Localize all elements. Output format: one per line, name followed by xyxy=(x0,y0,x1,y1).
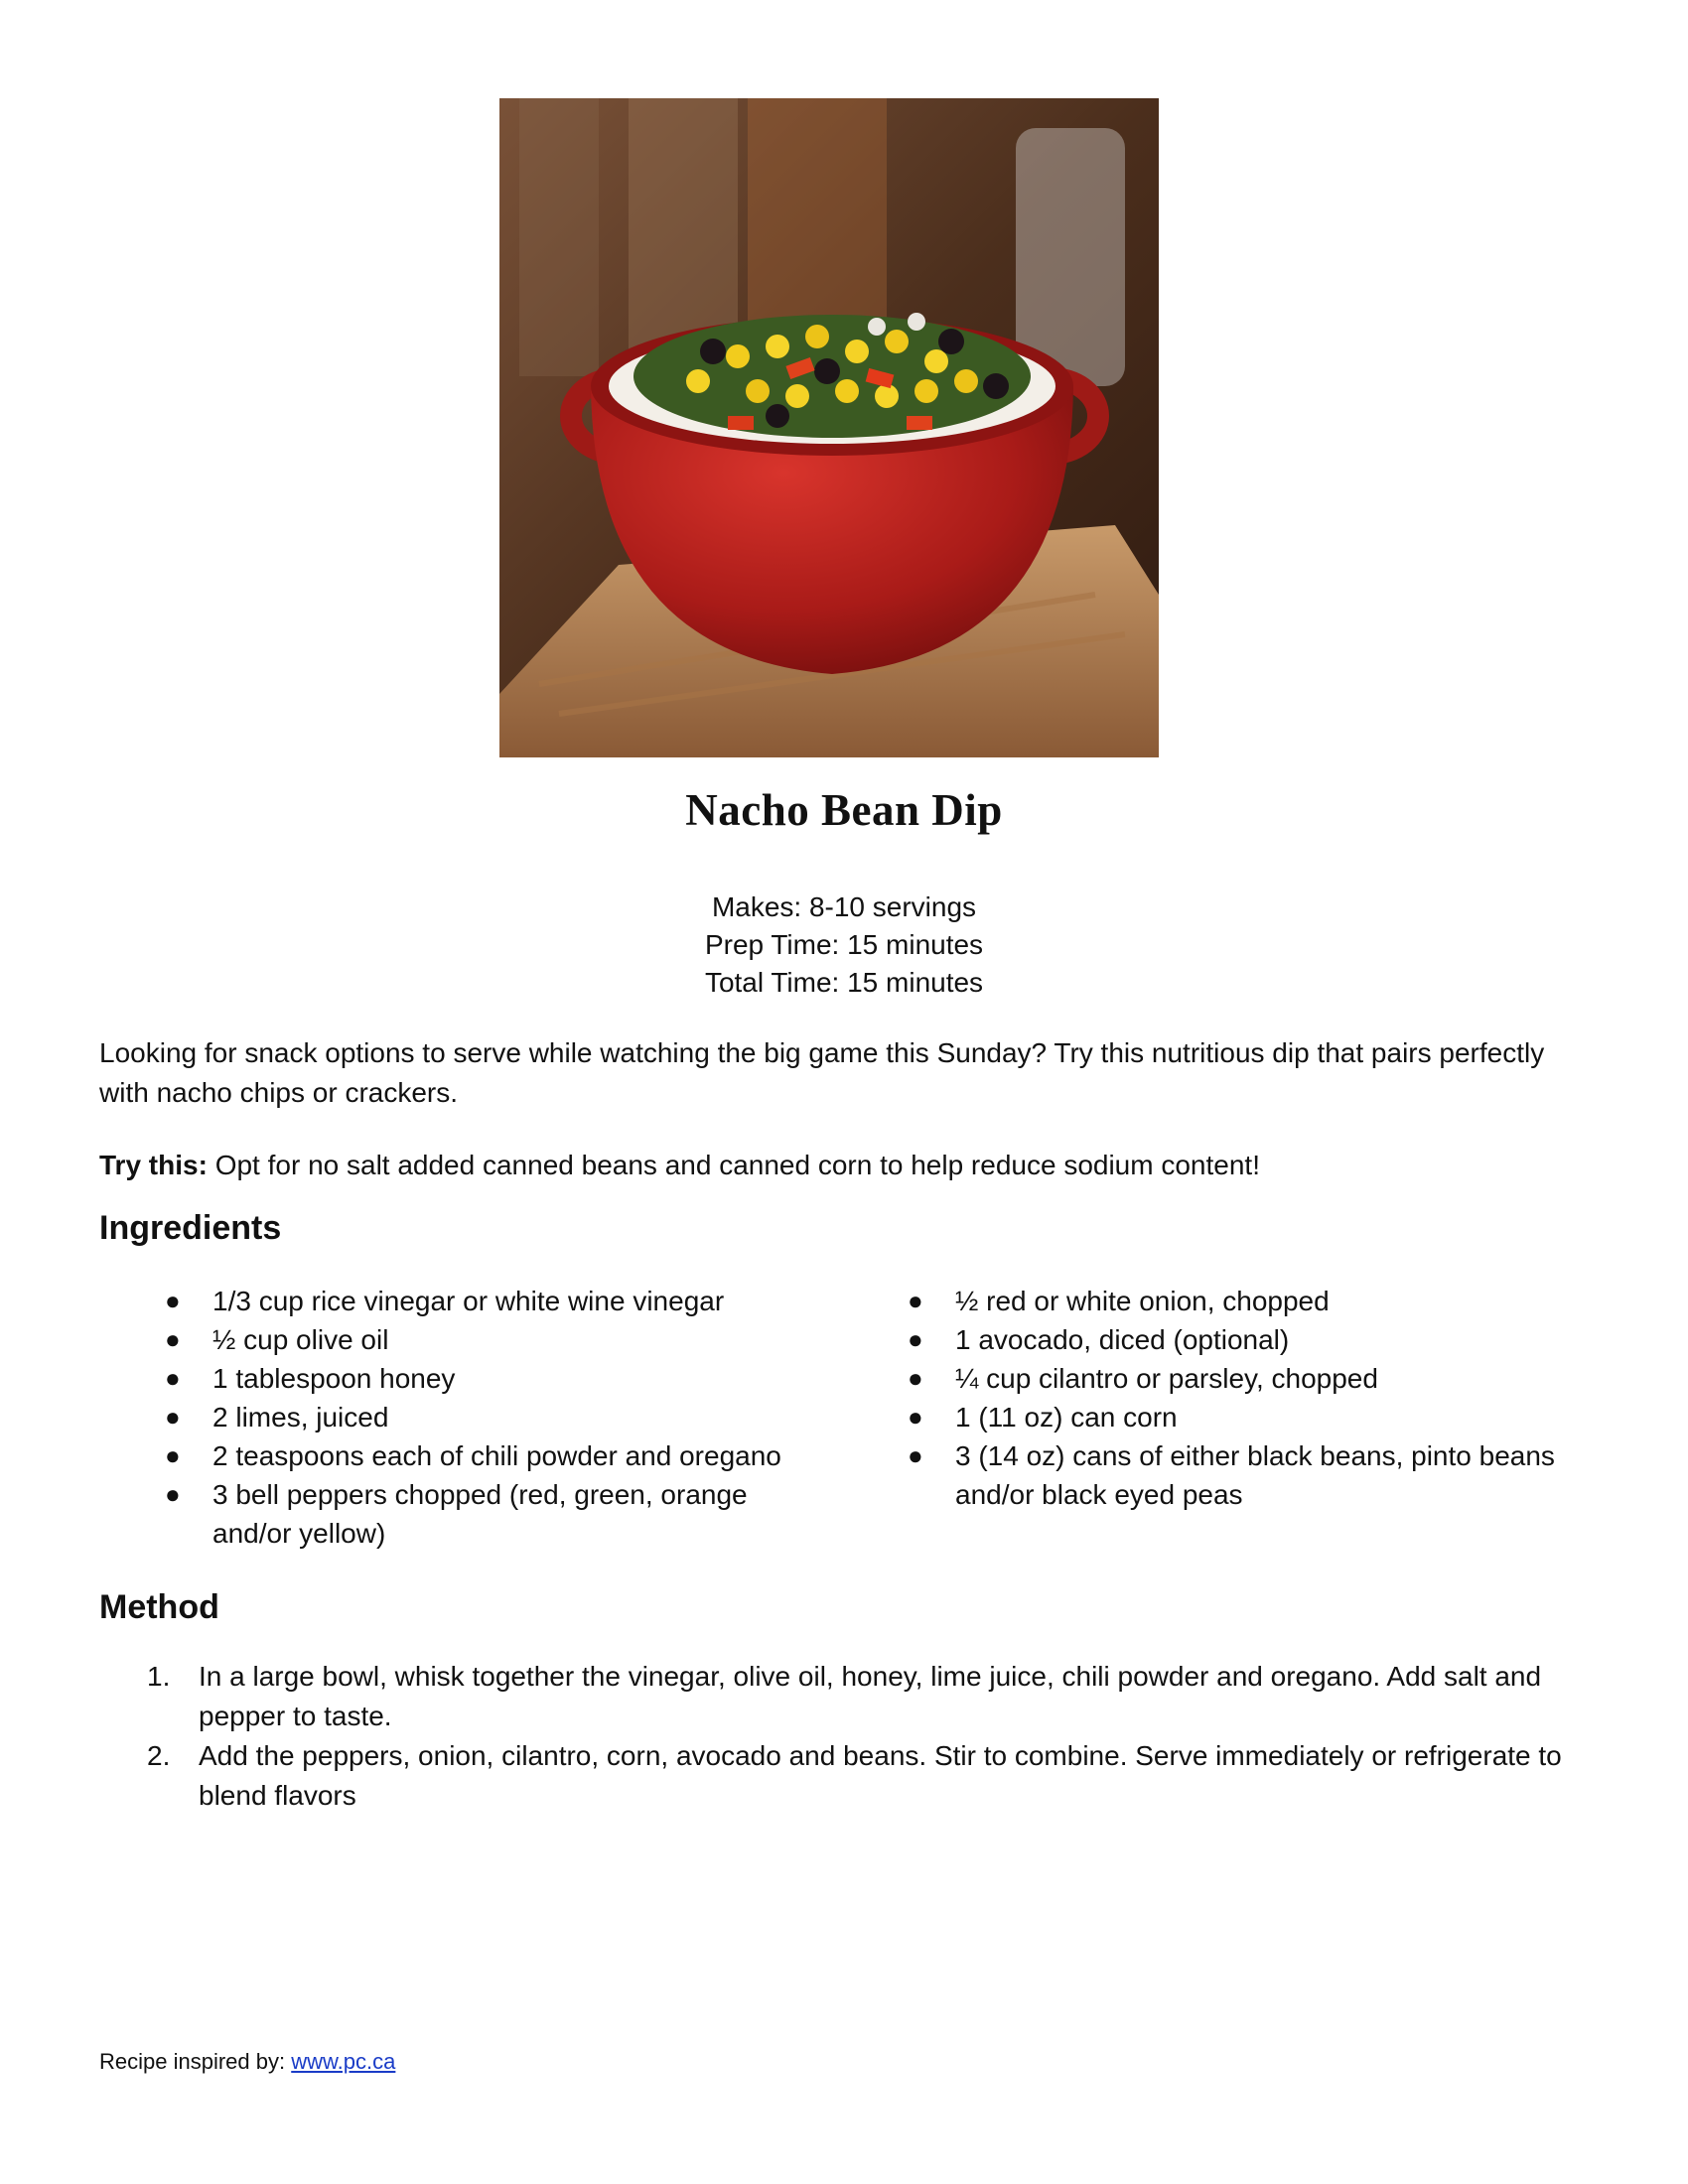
footer-label: Recipe inspired by: xyxy=(99,2049,292,2074)
ingredients-list-right xyxy=(908,1282,1571,1514)
ingredients-heading: Ingredients xyxy=(99,1209,282,1247)
list-item: ● ¼ cup cilantro or parsley, chopped xyxy=(908,1363,1378,1394)
list-item: ● 3 bell peppers chopped (red, green, orange and/or yellow) xyxy=(165,1479,748,1549)
list-item: ● ½ cup olive oil xyxy=(165,1324,389,1355)
total-time: Total Time: 15 minutes xyxy=(704,967,984,998)
recipe-photo xyxy=(499,98,1159,757)
intro-paragraph: Looking for snack options to serve while watching the big game this Sunday? Try this nutritious dip that pairs perfectly with nacho chips or crackers. xyxy=(99,1037,1545,1108)
list-item: ● 1 (11 oz) can corn xyxy=(908,1402,1178,1433)
servings: Makes: 8-10 servings xyxy=(711,891,977,922)
tip-text: Opt for no salt added canned beans and canned corn to help reduce sodium content! xyxy=(207,1150,1260,1180)
list-item: ● 3 (14 oz) cans of either black beans, pinto beans and/or black eyed peas xyxy=(908,1440,1555,1510)
recipe-title: Nacho Bean Dip xyxy=(685,785,1003,835)
list-item: ● 2 limes, juiced xyxy=(165,1402,389,1433)
method-step: 2. Add the peppers, onion, cilantro, corn, avocado and beans. Stir to combine. Serve immediately or refrigerate to blend flavors xyxy=(147,1740,1562,1811)
list-item: ● 1/3 cup rice vinegar or white wine vinegar xyxy=(165,1286,725,1316)
recipe-meta xyxy=(0,888,1688,1002)
list-item: ● 1 avocado, diced (optional) xyxy=(908,1324,1290,1355)
source-link[interactable]: www.pc.ca xyxy=(291,2049,396,2074)
tip-paragraph xyxy=(99,1146,1589,1185)
bowl-image xyxy=(499,98,1159,757)
tip-label: Try this: xyxy=(99,1150,208,1180)
prep-time: Prep Time: 15 minutes xyxy=(704,929,984,960)
list-item: ● 2 teaspoons each of chili powder and oregano xyxy=(165,1440,781,1471)
list-item: ● ½ red or white onion, chopped xyxy=(908,1286,1330,1316)
ingredients-list-left xyxy=(165,1282,808,1553)
method-steps xyxy=(147,1657,1589,1816)
method-heading: Method xyxy=(99,1588,219,1626)
footer-credit xyxy=(99,2049,395,2075)
list-item: ● 1 tablespoon honey xyxy=(165,1363,456,1394)
method-step: 1. In a large bowl, whisk together the vinegar, olive oil, honey, lime juice, chili powder and oregano. Add salt and pepper to taste. xyxy=(147,1661,1542,1731)
